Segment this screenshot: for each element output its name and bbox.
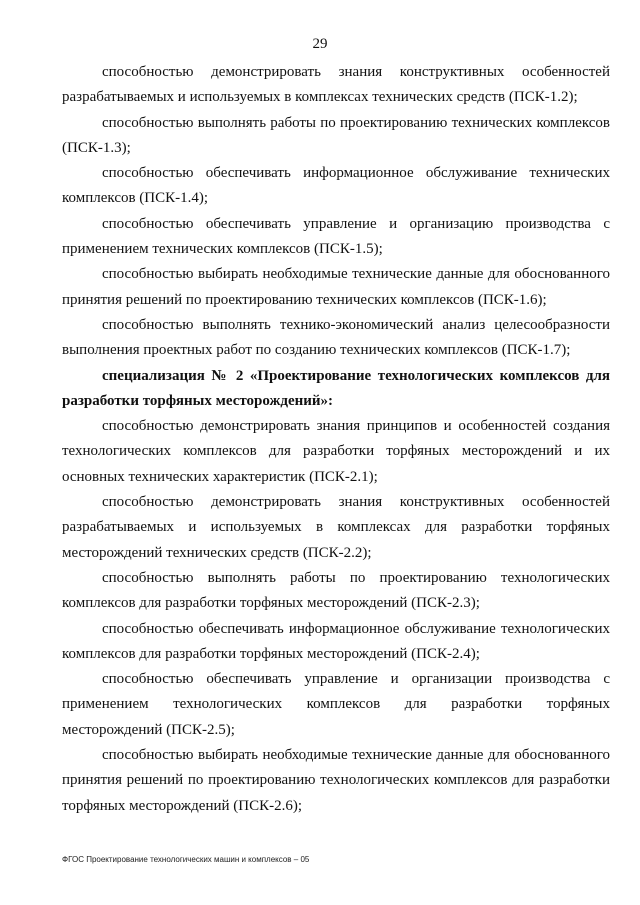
competency-paragraph: способностью выполнять работы по проектированию технических комплексов (ПСК-1.3); [62, 114, 610, 156]
competency-paragraph: способностью обеспечивать управление и организацию производства с применением технических комплексов (ПСК-1.5); [62, 215, 610, 258]
section-heading: специализация № 2 «Проектирование технологических комплексов для разработки торфяных месторождений»: [62, 367, 610, 409]
competency-paragraph: способностью выполнять технико-экономический анализ целесообразности выполнения проектных работ по созданию технических комплексов (ПСК-1.7); [62, 316, 610, 359]
competency-paragraph: способностью демонстрировать знания принципов и особенностей создания технологических комплексов для разработки торфяных месторождений и их основных технических характеристик (ПСК-2.1); [62, 418, 610, 485]
competency-paragraph: способностью обеспечивать информационное обслуживание технологических комплексов для разработки торфяных месторождений (ПСК-2.4); [62, 620, 610, 662]
competency-paragraph: способностью демонстрировать знания конструктивных особенностей разрабатываемых и используемых в комплексах технических средств (ПСК-1.2); [62, 64, 610, 106]
competency-paragraph: способностью обеспечивать управление и организации производства с применением технологических комплексов для разработки торфяных месторождений (ПСК-2.5); [62, 671, 610, 738]
page-number: 29 [312, 36, 328, 52]
page-footer: ФГОС Проектирование технологических машин и комплексов – 05 [62, 855, 310, 864]
competency-paragraph: способностью выбирать необходимые технические данные для обоснованного принятия решений по проектированию технических комплексов (ПСК-1.6); [62, 266, 610, 308]
competency-paragraph: способностью обеспечивать информационное обслуживание технических комплексов (ПСК-1.4); [62, 165, 610, 207]
competency-paragraph: способностью выбирать необходимые технические данные для обоснованного принятия решений по проектированию технологических комплексов для разработки торфяных месторождений (ПСК-2.6); [62, 747, 610, 814]
competency-paragraph: способностью демонстрировать знания конструктивных особенностей разрабатываемых и используемых в комплексах для разработки торфяных месторождений технических средств (ПСК-2.2); [62, 494, 610, 561]
document-body [62, 60, 610, 819]
competency-paragraph: способностью выполнять работы по проектированию технологических комплексов для разработки торфяных месторождений (ПСК-2.3); [62, 569, 610, 612]
